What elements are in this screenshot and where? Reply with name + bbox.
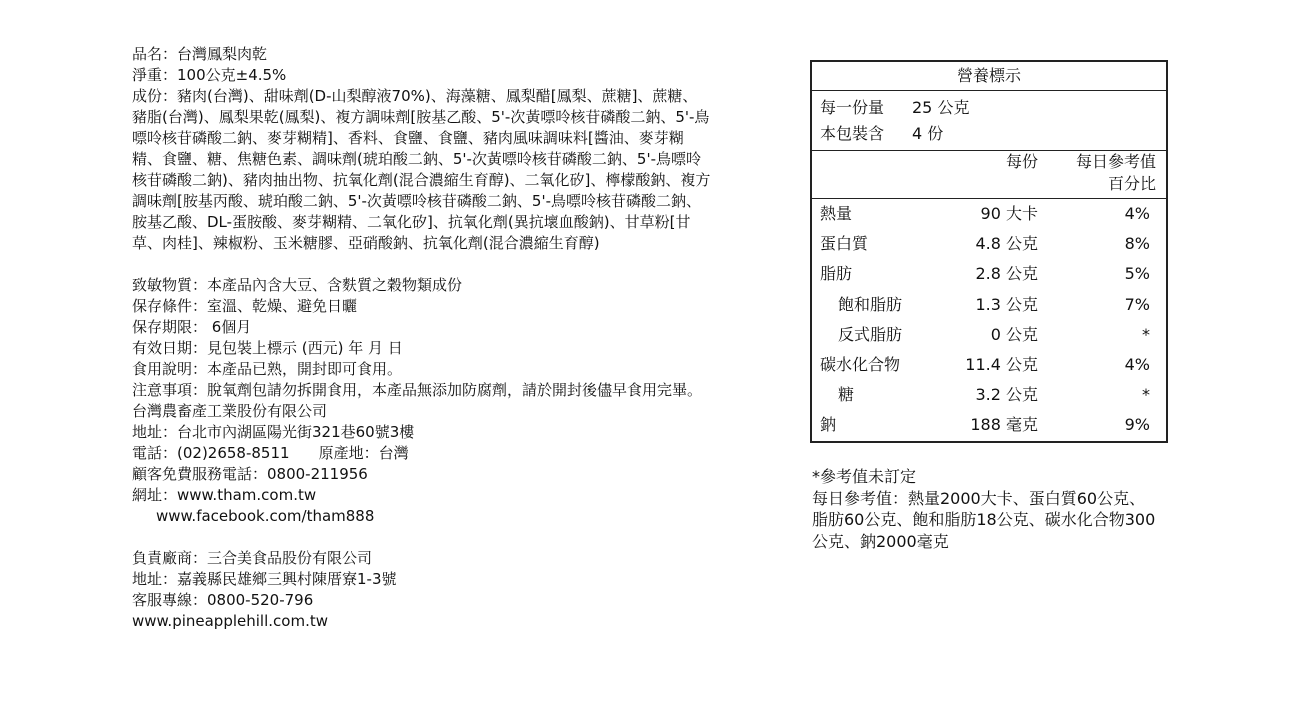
- nutrient-row-trans-fat: [812, 320, 1166, 350]
- nutrient-row-fat: [812, 259, 1166, 289]
- nutrient-daily-pct: *: [1142, 324, 1150, 344]
- spacer: [132, 254, 712, 275]
- nutrient-name: 反式脂肪: [838, 324, 903, 344]
- nutrition-title: 營養標示: [812, 62, 1166, 91]
- nutrient-daily-pct: 4%: [1124, 204, 1150, 223]
- nutrient-value: 11.4 公克: [965, 354, 1038, 374]
- servings-per-package-row: [820, 121, 1158, 147]
- nutrient-daily-pct: 4%: [1124, 354, 1150, 374]
- nutrient-name: 蛋白質: [820, 234, 869, 254]
- manufacturer-address: 地址：嘉義縣民雄鄉三興村陳厝寮1-3號: [132, 570, 397, 588]
- nutrient-value: 90 大卡: [980, 204, 1038, 223]
- shelf-life: 保存期限： 6個月: [132, 318, 252, 336]
- storage-conditions: 保存條件：室溫、乾燥、避免日曬: [132, 297, 358, 315]
- nutrient-value: 4.8 公克: [975, 234, 1038, 254]
- company-website[interactable]: 網址：www.tham.com.tw: [132, 486, 317, 504]
- nutrient-value: 1.3 公克: [975, 294, 1038, 314]
- company-phone: 電話：(02)2658-8511: [132, 444, 290, 462]
- per-serving-header: 每份: [1005, 152, 1038, 171]
- nutrient-name: 飽和脂肪: [838, 294, 903, 314]
- product-info: [132, 44, 712, 632]
- company-address: 地址：台北市內湖區陽光街321巷60號3樓: [132, 423, 415, 441]
- nutrient-row-sugar: [812, 380, 1166, 410]
- company-name: 台灣農畜產工業股份有限公司: [132, 402, 328, 420]
- net-weight: 淨重：100公克±4.5%: [132, 66, 287, 84]
- facebook-link[interactable]: www.facebook.com/tham888: [156, 507, 375, 525]
- daily-value-header: [1046, 151, 1156, 195]
- customer-hotline: 顧客免費服務電話：0800-211956: [132, 465, 368, 483]
- nutrition-column-headers: [812, 151, 1166, 199]
- allergen-info: 致敏物質：本產品內含大豆、含麩質之穀物類成份: [132, 276, 463, 294]
- nutrient-daily-pct: *: [1142, 385, 1150, 405]
- servings-per-package-value: 4 份: [912, 124, 944, 143]
- nutrient-row-carbohydrate: [812, 350, 1166, 380]
- nutrient-daily-pct: 8%: [1124, 234, 1150, 254]
- nutrient-value: 0 公克: [990, 324, 1038, 344]
- nutrient-value: 3.2 公克: [975, 385, 1038, 405]
- nutrition-footnote: [812, 466, 1157, 552]
- expiry-date: 有效日期：見包裝上標示 (西元) 年 月 日: [132, 339, 403, 357]
- nutrient-daily-pct: 9%: [1124, 415, 1150, 435]
- nutrient-value: 2.8 公克: [975, 264, 1038, 284]
- phone-origin-line: [132, 443, 712, 464]
- nutrient-row-saturated-fat: [812, 290, 1166, 320]
- country-of-origin: 原產地：台灣: [318, 444, 409, 462]
- nutrient-name: 熱量: [820, 204, 853, 223]
- footnote-undefined-reference: *參考值未訂定: [812, 467, 917, 486]
- serving-info: [812, 91, 1166, 151]
- nutrient-name: 脂肪: [820, 264, 853, 284]
- manufacturer-name: 負責廠商：三合美食品股份有限公司: [132, 549, 373, 567]
- nutrition-facts-table: [810, 60, 1168, 443]
- nutrient-row-calories: [812, 199, 1166, 229]
- daily-value-header-line2: 百分比: [1107, 174, 1156, 193]
- manufacturer-website[interactable]: www.pineapplehill.com.tw: [132, 612, 328, 630]
- serving-size-value: 25 公克: [912, 98, 970, 117]
- product-name: 品名：台灣鳳梨肉乾: [132, 45, 268, 63]
- nutrient-row-protein: [812, 229, 1166, 259]
- nutrient-name: 鈉: [820, 415, 837, 435]
- nutrient-name: 糖: [838, 385, 855, 405]
- nutrient-row-sodium: [812, 410, 1166, 440]
- footnote-daily-reference-values: 每日參考值：熱量2000大卡、蛋白質60公克、脂肪60公克、飽和脂肪18公克、碳水化合物300公克、鈉2000毫克: [812, 488, 1156, 551]
- nutrient-value: 188 毫克: [970, 415, 1038, 435]
- ingredients: 成份：豬肉(台灣)、甜味劑(D-山梨醇液70%)、海藻糖、鳳梨醋[鳳梨、蔗糖]、蔗糖、豬脂(台灣)、鳳梨果乾(鳳梨)、複方調味劑[胺基乙酸、5'-次黃嘌呤核苷磷酸二鈉、5'-鳥嘌呤核苷磷酸二鈉、麥芽糊精]、香料、食鹽、食鹽、豬肉風味調味料[醬油、麥芽糊精、食鹽、糖、焦糖色素、調味劑(琥珀酸二鈉、5'-次黃嘌呤核苷磷酸二鈉、5'-鳥嘌呤核苷磷酸二鈉)、豬肉抽出物、抗氧化劑(混合濃縮生育醇)、二氧化矽]、檸檬酸鈉、複方調味劑[胺基丙酸、琥珀酸二鈉、5'-次黃嘌呤核苷磷酸二鈉、5'-鳥嘌呤核苷磷酸二鈉、胺基乙酸、DL-蛋胺酸、麥芽糊精、二氧化矽]、抗氧化劑(異抗壞血酸鈉)、甘草粉[甘草、肉桂]、辣椒粉、玉米糖膠、亞硝酸鈉、抗氧化劑(混合濃縮生育醇): [132, 87, 711, 252]
- spacer: [132, 527, 712, 548]
- caution-notes: 注意事項：脫氧劑包請勿拆開食用，本產品無添加防腐劑，請於開封後儘早食用完畢。: [132, 381, 703, 399]
- servings-per-package-label: 本包裝含: [820, 124, 885, 143]
- usage-instructions: 食用說明：本產品已熟，開封即可食用。: [132, 360, 403, 378]
- nutrient-daily-pct: 5%: [1124, 264, 1150, 284]
- serving-size-row: [820, 95, 1158, 121]
- nutrient-name: 碳水化合物: [820, 354, 901, 374]
- nutrient-daily-pct: 7%: [1124, 294, 1150, 314]
- serving-size-label: 每一份量: [820, 98, 885, 117]
- daily-value-header-line1: 每日參考值: [1075, 152, 1156, 171]
- manufacturer-hotline: 客服專線：0800-520-796: [132, 591, 314, 609]
